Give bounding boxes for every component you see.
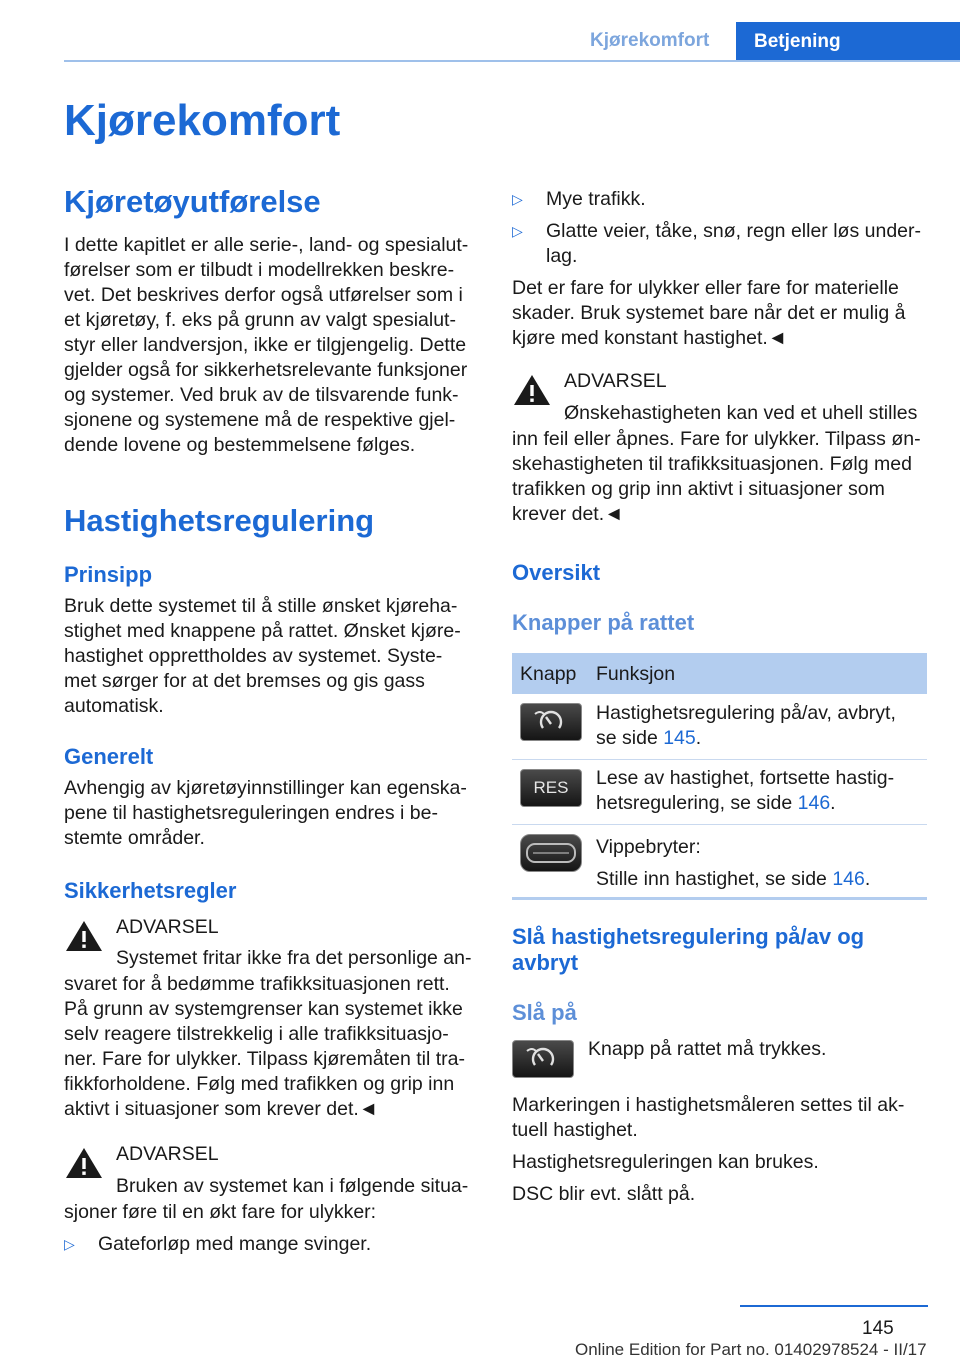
res-button-image: RES [520,769,582,807]
speedometer-icon [513,1041,573,1077]
triangle-bullet-icon: ▷ [512,223,523,239]
heading-speed-control: Hastighetsregulering [64,503,375,538]
column-header-function: Funksjon [596,663,676,685]
warning-icon [64,1145,104,1181]
warning-text: inn feil eller åpnes. Fare for ulykker. Tilpass øn- skehastigheten til trafikksituasjonen. Følg med trafikken og grip inn aktivt i situasjoner som krever det.◄ [512,428,921,525]
heading-principle: Prinsipp [64,562,153,587]
paragraph-marking: Markeringen i hastighetsmåleren settes til ak- tuell hastighet. [512,1094,905,1141]
row-divider [512,759,927,760]
warning-label: ADVARSEL [116,916,219,938]
paragraph-principle: Bruk dette systemet til å stille ønsket kjøreha- stighet med knappene på rattet. Ønsket kjøre- hastighet opprettholdes av systemet. Syste- met sørger for at det bremses og gis gass automatisk. [64,595,461,717]
warning-text-first-line: Bruken av systemet kan i følgende situa- [116,1175,469,1197]
page-link[interactable]: 146 [797,792,831,814]
rocker-switch-icon [521,835,581,871]
heading-vehicle-version: Kjøretøyutførelse [64,184,321,219]
heading-steering-buttons: Knapper på rattet [512,610,695,635]
warning-label: ADVARSEL [116,1143,219,1165]
triangle-bullet-icon: ▷ [64,1236,75,1252]
warning-text-first-line: Systemet fritar ikke fra det personlige an- [116,947,472,969]
heading-general: Generelt [64,744,154,769]
warning-text: svaret for å bedømme trafikksituasjonen rett. På grunn av systemgrenser kan systemet ikke selv reagere tilstrekkelig i alle trafikksituasjo- ner. Fare for ulykker. Tilpass kjøremåten til tra- fikkforholdene. Følg med trafikken og grip inn aktivt i situasjoner som krever det.◄ [64,973,465,1120]
paragraph-risk: Det er fare for ulykker eller fare for materielle skader. Bruk systemet bare når det er mulig å kjøre med konstant hastighet.◄ [512,277,906,349]
page-link[interactable]: 146 [832,868,865,890]
table-bottom-rule [512,897,927,900]
page-title: Kjørekomfort [64,96,341,145]
paragraph-vehicle-version: I dette kapitlet er alle serie-, land- og spesialut- førelser som er tilbudt i modellrekken beskre- vet. Det beskrives derfor også utførelser som i et kjøretøy, f. eks på grunn av valgt spesialut- styr eller landversjon, ikke er tilgjengelig. Dette gjelder også for sikkerhetsrelevante funksjoner og systemer. Ved bruk av de tilsvarende funk- sjonene og systemene må de respektive gjel- dende lovene og bestemmelsene følges. [64,234,469,456]
paragraph-general: Avhengig av kjøretøyinnstillinger kan egenska- pene til hastighetsreguleringen endres i be- stemte områder. [64,777,467,849]
heading-safety-rules: Sikkerhetsregler [64,878,237,903]
header-section-tab: Kjørekomfort [590,30,710,51]
heading-turn-on-off: Slå hastighetsregulering på/av og avbryt [512,924,865,975]
header-chapter-tab: Betjening [736,22,960,62]
speedometer-icon [521,704,581,740]
rocker-switch-image [520,834,582,872]
cruise-control-button-image [512,1040,574,1078]
warning-icon [64,918,104,954]
paragraph-dsc: DSC blir evt. slått på. [512,1183,696,1205]
cruise-control-button-image [520,703,582,741]
heading-turn-on: Slå på [512,1000,577,1025]
triangle-bullet-icon: ▷ [512,191,523,207]
table-cell-function: Lese av hastighet, fortsette hastig- hetsregulering, se side 146. [596,767,895,814]
warning-icon [512,372,552,408]
warning-text-first-line: Ønskehastigheten kan ved et uhell stilles [564,402,918,424]
page-number: 145 [862,1318,894,1339]
edition-note: Online Edition for Part no. 01402978524 - II/17 [575,1340,927,1359]
table-cell-function: Vippebryter: Stille inn hastighet, se side 146. [596,836,871,890]
warning-label: ADVARSEL [564,370,667,392]
warning-text: sjoner føre til en økt fare for ulykker: [64,1201,377,1223]
paragraph-usable: Hastighetsreguleringen kan brukes. [512,1151,819,1173]
row-divider [512,824,927,825]
heading-overview: Oversikt [512,560,601,585]
column-header-button: Knapp [520,663,577,685]
header-rule [64,60,960,62]
page-link[interactable]: 145 [663,727,696,749]
table-header [512,653,927,694]
press-button-text: Knapp på rattet må trykkes. [588,1038,827,1060]
footer-rule [740,1305,928,1307]
table-cell-function: Hastighetsregulering på/av, avbryt, se side 145. [596,702,896,749]
